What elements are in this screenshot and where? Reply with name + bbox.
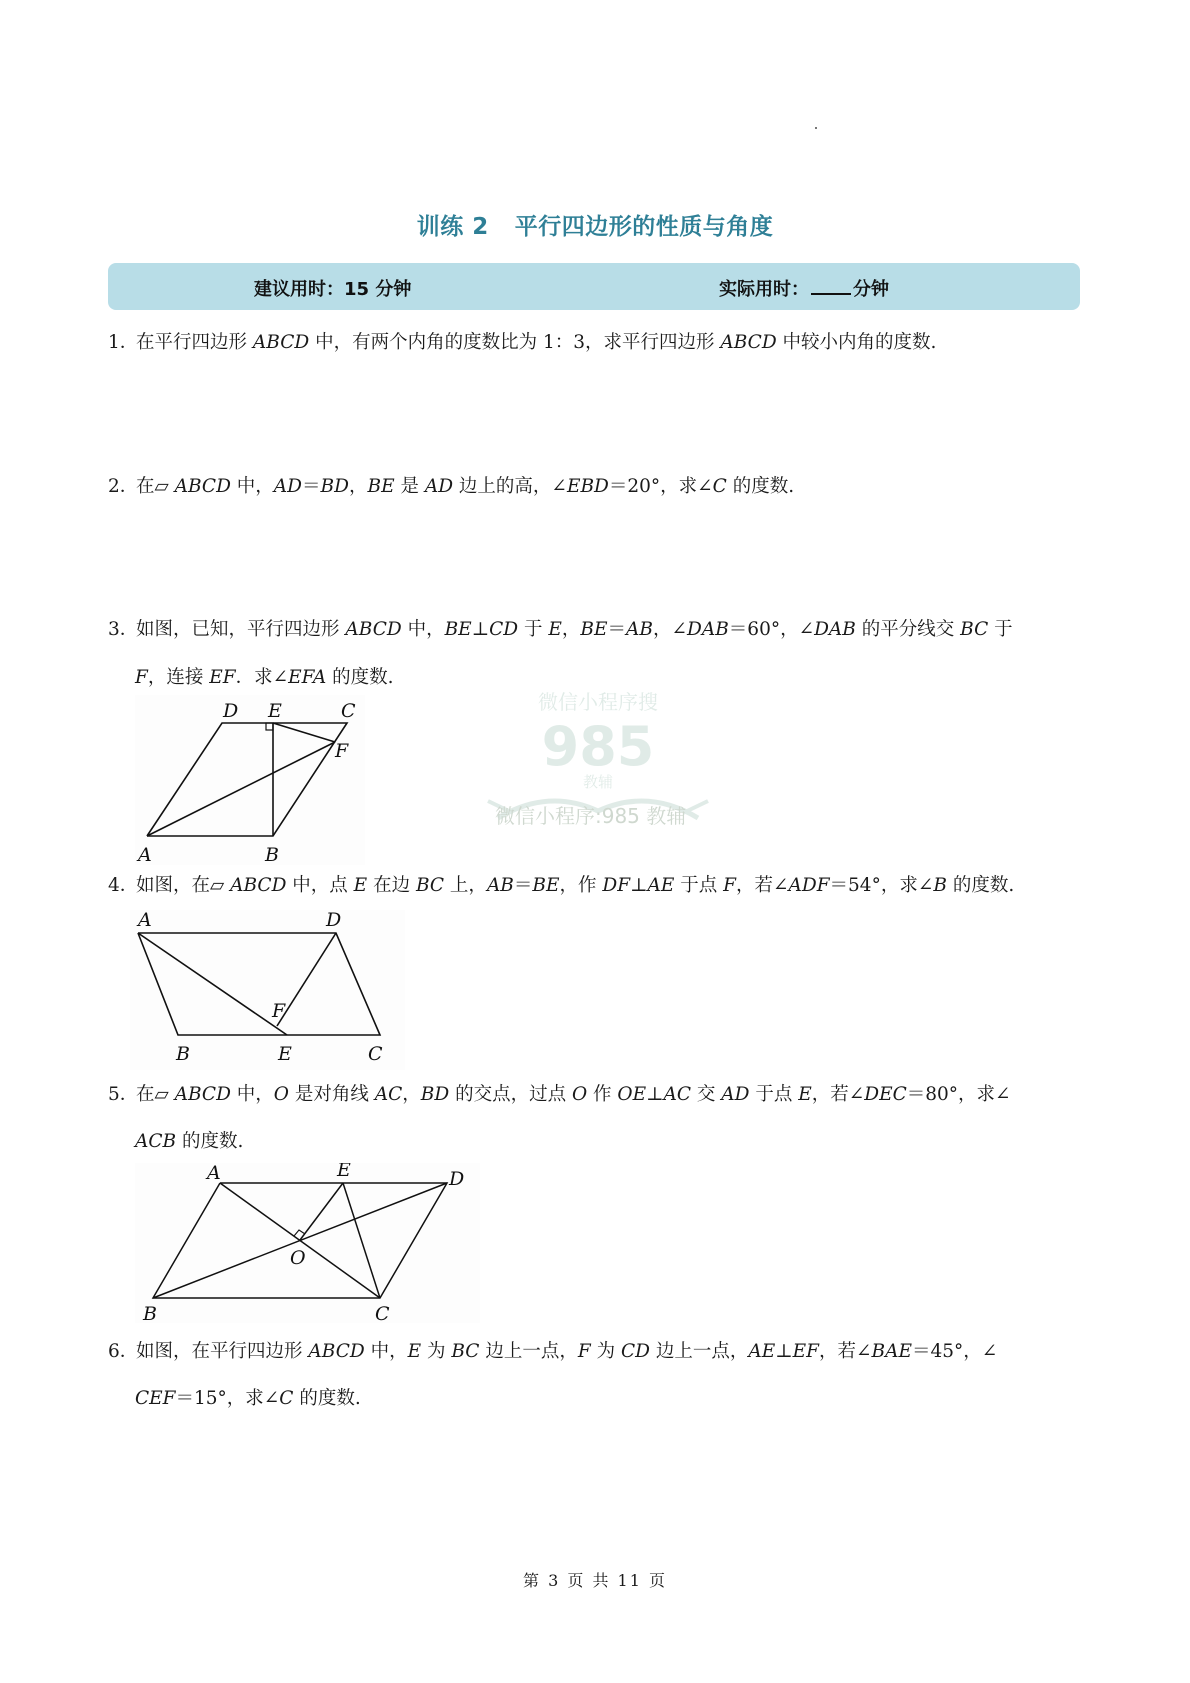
question-3-continued: F，连接 EF．求∠EFA 的度数. <box>135 667 394 688</box>
question-5-continued: ACB 的度数. <box>135 1131 244 1152</box>
actual-time <box>719 275 889 301</box>
math-variable: ABCD <box>720 332 777 353</box>
label-A: A <box>207 1163 221 1184</box>
label-E: E <box>337 1163 351 1181</box>
math-variable: BE <box>444 619 472 640</box>
math-variable: CD <box>489 619 519 640</box>
math-variable: AB <box>626 619 653 640</box>
page-footer: 第 3 页 共 11 页 <box>523 1571 667 1590</box>
math-variable: E <box>353 875 368 896</box>
math-variable: E <box>548 619 562 640</box>
math-variable: BAE <box>871 1341 912 1362</box>
math-variable: ABCD <box>230 875 287 896</box>
label-B: B <box>176 1043 190 1065</box>
label-C: C <box>375 1303 390 1323</box>
math-variable: EFA <box>288 667 327 688</box>
label-D: D <box>223 700 239 722</box>
math-variable: CEF <box>135 1388 176 1409</box>
label-D: D <box>326 910 342 931</box>
label-E: E <box>278 1043 292 1065</box>
title-text: 平行四边形的性质与角度 <box>514 214 774 240</box>
question-text: 在▱ ABCD 中，AD＝BD，BE 是 AD 边上的高，∠EBD＝20°，求∠C 的度数. <box>136 476 795 497</box>
figure-question-4 <box>130 910 405 1070</box>
watermark-line1: 微信小程序搜 <box>538 690 658 714</box>
label-A: A <box>138 910 152 931</box>
title-number: 训练 2 <box>416 214 489 240</box>
question-number: 2． <box>108 476 139 497</box>
stray-mark <box>815 127 817 129</box>
math-variable: BD <box>420 1084 450 1105</box>
actual-time-prefix: 实际用时： <box>719 279 809 300</box>
math-variable: F <box>135 667 148 688</box>
watermark-line2: 教辅 <box>582 773 614 791</box>
math-variable: AE <box>647 875 675 896</box>
math-variable: BE <box>532 875 560 896</box>
question-text: 在▱ ABCD 中，O 是对角线 AC，BD 的交点，过点 O 作 OE⊥AC 交 AD 于点 E，若∠DEC＝80°，求∠ <box>136 1084 1011 1105</box>
watermark-text: 微信小程序:985 教辅 <box>495 804 687 828</box>
question-4 <box>108 873 1014 899</box>
label-C: C <box>368 1043 383 1065</box>
label-F: F <box>335 740 349 762</box>
math-variable: O <box>571 1084 588 1105</box>
math-variable: ABCD <box>174 476 231 497</box>
question-1 <box>108 330 936 356</box>
question-number: 5． <box>108 1084 139 1105</box>
math-variable: ABCD <box>252 332 310 353</box>
math-variable: AB <box>486 875 514 896</box>
question-3 <box>108 617 1013 643</box>
question-5 <box>108 1082 1011 1108</box>
question-number: 1． <box>108 332 139 353</box>
math-variable: F <box>577 1341 591 1362</box>
question-6 <box>108 1339 997 1365</box>
math-variable: DEC <box>864 1084 907 1105</box>
question-6-continued: CEF＝15°，求∠C 的度数. <box>135 1388 361 1409</box>
question-text: 如图，已知，平行四边形 ABCD 中，BE⊥CD 于 E，BE＝AB，∠DAB＝60°，∠DAB 的平分线交 BC 于 <box>136 619 1013 640</box>
math-variable: ACB <box>135 1131 177 1152</box>
math-variable: BE <box>580 619 608 640</box>
page-title <box>0 208 1190 241</box>
math-variable: BC <box>415 875 445 896</box>
math-variable: AC <box>374 1084 403 1105</box>
math-variable: O <box>273 1084 289 1105</box>
label-D: D <box>449 1168 465 1190</box>
actual-time-suffix: 分钟 <box>853 279 889 300</box>
math-variable: F <box>723 875 736 896</box>
label-O: O <box>290 1247 306 1269</box>
question-number: 6． <box>108 1341 139 1362</box>
label-E: E <box>268 700 282 722</box>
math-variable: EBD <box>566 476 609 497</box>
math-variable: DAB <box>687 619 729 640</box>
math-variable: BD <box>320 476 349 497</box>
math-variable: AD <box>273 476 302 497</box>
math-variable: ABCD <box>308 1341 365 1362</box>
math-variable: AC <box>663 1084 691 1105</box>
math-variable: C <box>712 476 727 497</box>
math-variable: OE <box>617 1084 647 1105</box>
math-variable: ABCD <box>345 619 402 640</box>
watermark-number: 985 <box>541 715 655 778</box>
math-variable: BC <box>451 1341 480 1362</box>
math-variable: C <box>279 1388 294 1409</box>
actual-time-blank[interactable] <box>811 277 851 295</box>
question-text: 如图，在▱ ABCD 中，点 E 在边 BC 上，AB＝BE，作 DF⊥AE 于点 F，若∠ADF＝54°，求∠B 的度数. <box>136 875 1015 896</box>
math-variable: AD <box>721 1084 750 1105</box>
label-F: F <box>272 1000 286 1022</box>
math-variable: BC <box>960 619 989 640</box>
math-variable: EF <box>209 667 236 688</box>
question-number: 4． <box>108 875 139 896</box>
question-number: 3． <box>108 619 139 640</box>
math-variable: E <box>407 1341 422 1362</box>
figure-question-5 <box>135 1163 480 1323</box>
math-variable: AD <box>424 476 454 497</box>
math-variable: AE <box>748 1341 776 1362</box>
math-variable: E <box>798 1084 812 1105</box>
label-C: C <box>341 700 356 722</box>
figure-question-3 <box>135 695 365 865</box>
math-variable: DAB <box>814 619 856 640</box>
question-text: 如图，在平行四边形 ABCD 中，E 为 BC 边上一点，F 为 CD 边上一点，AE⊥EF，若∠BAE＝45°，∠ <box>136 1341 998 1362</box>
question-text: 在平行四边形 ABCD 中，有两个内角的度数比为 1：3，求平行四边形 ABCD 中较小内角的度数. <box>136 332 937 353</box>
math-variable: ABCD <box>174 1084 231 1105</box>
math-variable: ADF <box>788 875 830 896</box>
label-B: B <box>143 1303 157 1323</box>
time-band <box>108 263 1080 310</box>
math-variable: DF <box>602 875 631 896</box>
math-variable: EF <box>792 1341 819 1362</box>
suggested-time: 建议用时：15 分钟 <box>254 279 412 300</box>
math-variable: CD <box>620 1341 650 1362</box>
question-2 <box>108 474 794 500</box>
label-B: B <box>265 844 279 865</box>
math-variable: B <box>933 875 947 896</box>
label-A: A <box>138 844 152 865</box>
math-variable: BE <box>367 476 395 497</box>
